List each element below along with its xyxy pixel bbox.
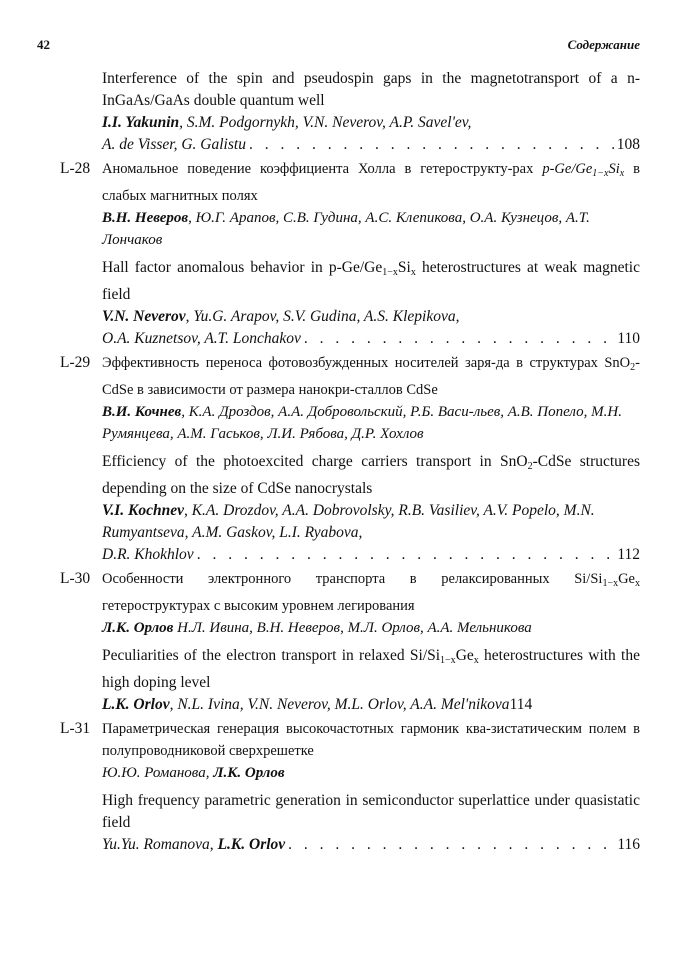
entry-authors-ru: Л.К. Орлов Н.Л. Ивина, В.Н. Неверов, М.Л. Орлов, А.А. Мельникова [102,620,532,636]
entry-code: L-30 [60,570,91,587]
lead-author: В.Н. Неверов [102,210,189,226]
table-of-contents [60,68,640,856]
toc-entry [60,352,640,566]
entry-authors-en: I.I. Yakunin, S.M. Podgornykh, V.N. Neverov, A.P. Savel'ev, [102,114,472,131]
entry-authors-ru: Ю.Ю. Романова, Л.К. Орлов [102,765,285,781]
entry-code: L-29 [60,354,91,371]
page-ref[interactable]: 112 [617,546,640,563]
entry-authors-ru: В.И. Кочнев, К.А. Дроздов, А.А. Добровольский, Р.Б. Васи-льев, А.В. Попело, М.Н. Румянцева, А.М. Гаськов, Л.И. Рябова, Д.Р. Хохлов [102,404,622,442]
entry-title-en: Peculiarities of the electron transport in relaxed $Si/Si_{1-x}Ge_x$ heterostructures with the high doping level [102,647,640,691]
entry-code: L-31 [60,720,91,737]
running-header: Содержание [567,37,640,52]
entry-authors-en: V.N. Neverov, Yu.G. Arapov, S.V. Gudina, A.S. Klepikova, [102,308,460,325]
entry-title-ru: Особенности электронного транспорта в релаксированных $Si/Si_{1-x}Ge_x$ гетероструктурах с высоким уровнем легирования [102,571,640,614]
entry-leader-line: A. de Visser, G. Galistu . . . 108 [102,134,640,156]
entry-title-en: Hall factor anomalous behavior in $p-Ge/Ge_{1-x}Si_x$ heterostructures at weak magnetic field [102,259,640,303]
lead-author: V.N. Neverov [102,308,186,325]
entry-leader-line: D.R. Khokhlov . . . 112 [102,544,640,566]
toc-entry [60,158,640,350]
toc-entry [60,68,640,156]
lead-author: В.И. Кочнев [102,404,182,420]
entry-code: L-28 [60,160,91,177]
toc-entry [60,718,640,856]
lead-author: L.K. Orlov [102,696,170,713]
page-ref[interactable]: 110 [617,330,640,347]
entry-title-ru: Эффективность переноса фотовозбужденных носителей заря-да в структурах SnO$_2$-CdSe в зависимости от размера нанокри-сталлов CdSe [102,355,640,398]
page-ref[interactable]: 108 [616,136,640,153]
entry-title-en: Interference of the spin and pseudospin gaps in the magnetotransport of a n-InGaAs/GaAs double quantum well [102,70,640,109]
page-ref[interactable]: 116 [617,836,640,853]
toc-entry [60,568,640,716]
lead-author: V.I. Kochnev [102,502,184,519]
leader-dots [288,834,614,856]
page-number: 42 [37,37,50,52]
entry-title-en: Efficiency of the photoexcited charge carriers transport in SnO$_2$-CdSe structures depending on the size of CdSe nanocrystals [102,453,640,497]
leader-dots [304,328,614,350]
entry-title-ru: Аномальное поведение коэффициента Холла в гетерострукту-рах $p-Ge/Ge_{1-x}Si_x$ в слабых магнитных полях [102,161,640,204]
page-ref[interactable]: 114 [509,696,533,713]
entry-authors-en: V.I. Kochnev, K.A. Drozdov, A.A. Dobrovolsky, R.B. Vasiliev, A.V. Popelo, M.N. Rumyantseva, A.M. Gaskov, L.I. Ryabova, [102,502,595,541]
entry-title-ru: Параметрическая генерация высокочастотных гармоник ква-зистатическим полем в полупроводниковой сверхрешетке [102,721,640,759]
entry-title-en: High frequency parametric generation in semiconductor superlattice under quasistatic field [102,792,640,831]
lead-author: Л.К. Орлов [213,765,285,781]
leader-dots [249,134,614,156]
lead-author: L.K. Orlov [217,836,286,853]
entry-leader-line: L.K. Orlov, N.L. Ivina, V.N. Neverov, M.L. Orlov, A.A. Mel'nikova 114 [102,694,640,716]
entry-leader-line: O.A. Kuznetsov, A.T. Lonchakov . . . 110 [102,328,640,350]
lead-author: Л.К. Орлов [102,620,174,636]
entry-authors-ru: В.Н. Неверов, Ю.Г. Арапов, С.В. Гудина, А.С. Клепикова, О.А. Кузнецов, А.Т. Лончаков [102,210,590,248]
lead-author: I.I. Yakunin [102,114,180,131]
leader-dots [197,544,615,566]
entry-leader-line: Yu.Yu. Romanova, L.K. Orlov . . . 116 [102,834,640,856]
